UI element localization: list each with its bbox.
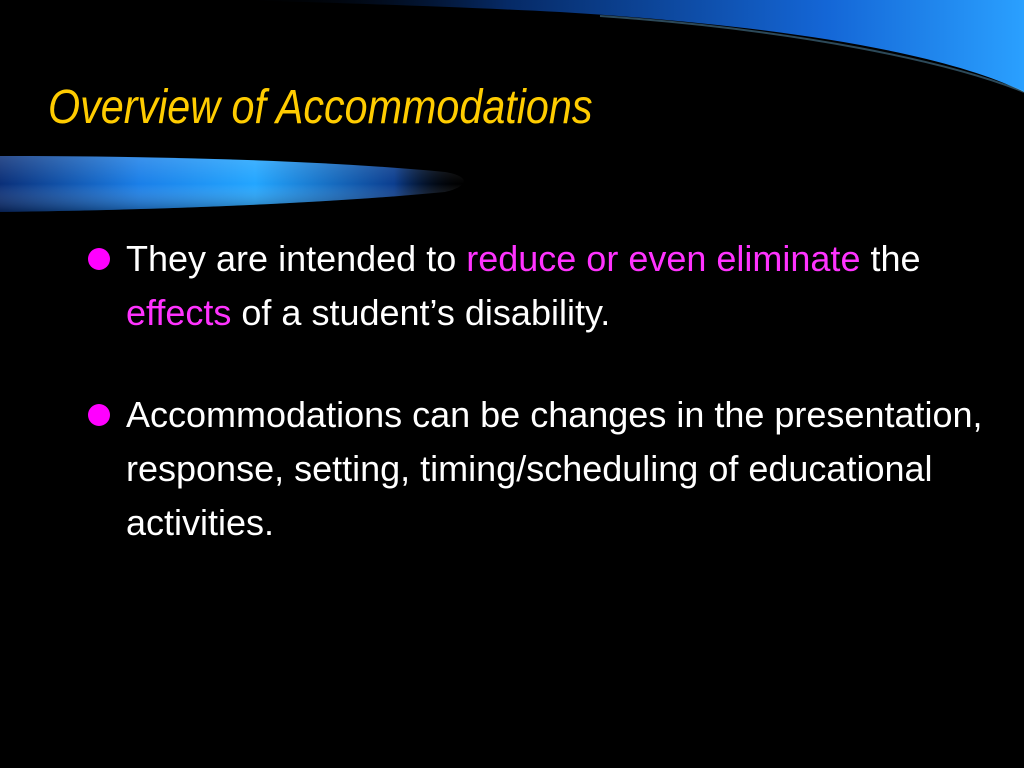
bullet-dot-icon xyxy=(88,248,110,270)
bullet-item xyxy=(88,232,988,340)
bullet-text-plain: of a student’s disability. xyxy=(231,292,611,333)
bullet-list xyxy=(88,232,988,550)
slide-title: Overview of Accommodations xyxy=(48,81,593,134)
bullet-text: Accommodations can be changes in the presentation, response, setting, timing/scheduling of educational activities. xyxy=(126,394,983,543)
bullet-text xyxy=(126,238,921,333)
highlight-reduce-eliminate: reduce or even eliminate xyxy=(466,238,861,279)
top-swoosh xyxy=(230,0,1024,92)
bullet-text-plain: They are intended to xyxy=(126,238,467,279)
bullet-text-plain: the xyxy=(860,238,921,279)
highlight-effects: effects xyxy=(126,292,232,333)
bullet-dot-icon xyxy=(88,404,110,426)
bullet-item xyxy=(88,388,988,550)
